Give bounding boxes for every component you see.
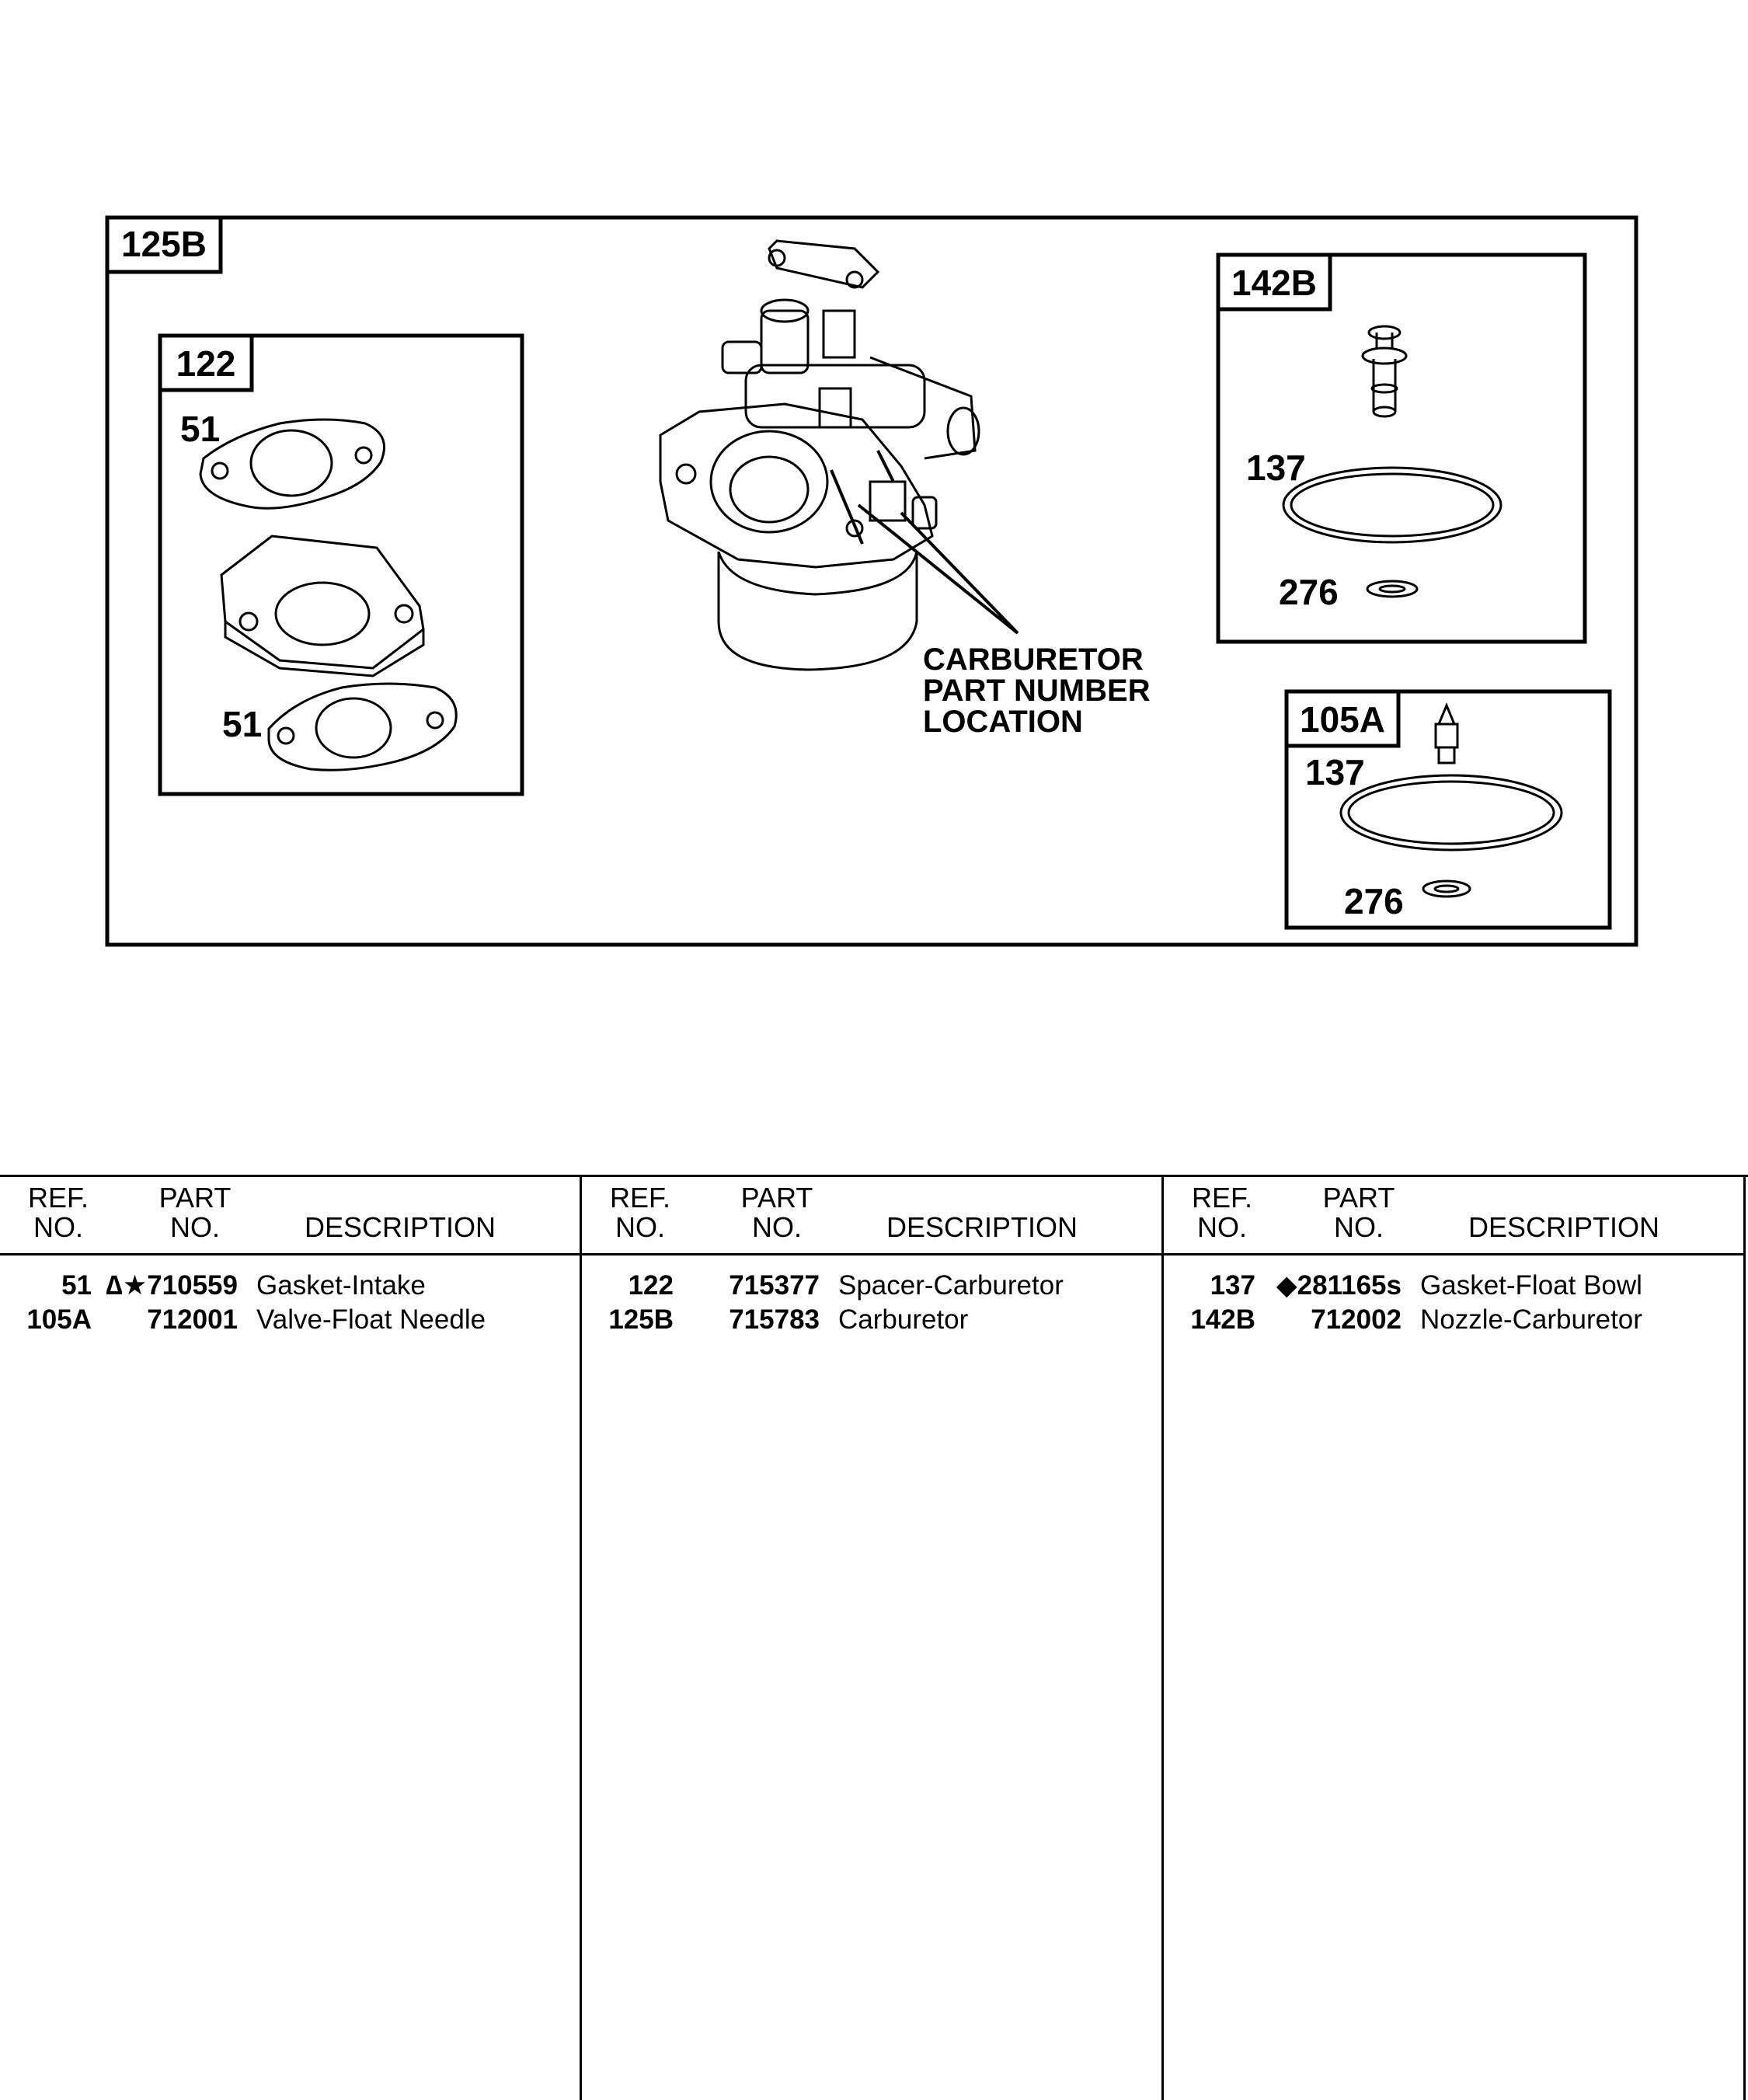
ref-no-header xyxy=(597,1183,683,1242)
part-header-line-2: NO. xyxy=(751,1211,802,1243)
description: Nozzle-Carburetor xyxy=(1420,1304,1642,1335)
float-needle-drawing xyxy=(1436,705,1457,763)
main-assembly-label: 125B xyxy=(121,224,207,264)
part-header-line-1: PART xyxy=(1322,1182,1395,1214)
table-header xyxy=(1164,1177,1743,1255)
part-no: 715377 xyxy=(729,1270,820,1301)
needle-kit-washer-drawing xyxy=(1423,881,1470,897)
ref-no-header xyxy=(16,1183,101,1242)
part-no: 712002 xyxy=(1311,1304,1402,1335)
ref-no: 51 xyxy=(61,1270,92,1301)
ref-header-line-2: NO. xyxy=(1196,1211,1247,1243)
description-header: DESCRIPTION xyxy=(304,1211,496,1243)
parts-list-column-2 xyxy=(582,1177,1164,2100)
table-row xyxy=(1164,1303,1743,1337)
intake-gasket-top-drawing xyxy=(200,420,385,508)
ref-no: 105A xyxy=(26,1304,92,1335)
callout-line-1: CARBURETOR xyxy=(923,643,1144,677)
part-no: ◆281165s xyxy=(1276,1270,1402,1301)
exploded-parts-diagram xyxy=(0,0,1748,979)
nozzle-drawing xyxy=(1363,326,1406,416)
needle-kit-ring-label: 137 xyxy=(1305,752,1365,792)
ref-no-header xyxy=(1179,1183,1265,1242)
ref-no: 125B xyxy=(608,1304,674,1335)
parts-list-table xyxy=(0,1175,1748,2100)
table-header xyxy=(0,1177,580,1255)
nozzle-kit-washer-drawing xyxy=(1367,581,1417,597)
part-header-line-2: NO. xyxy=(1333,1211,1384,1243)
callout-line-3: LOCATION xyxy=(923,705,1083,739)
part-header-line-1: PART xyxy=(740,1182,813,1214)
part-header-line-2: NO. xyxy=(169,1211,220,1243)
ref-header-line-1: REF. xyxy=(27,1182,89,1214)
ref-header-line-2: NO. xyxy=(615,1211,665,1243)
carburetor-drawing xyxy=(660,241,979,670)
table-row xyxy=(582,1269,1161,1303)
intake-gasket-bottom-drawing xyxy=(269,684,456,770)
table-row xyxy=(0,1303,580,1337)
nozzle-kit-ring-label: 137 xyxy=(1246,448,1306,488)
ref-no: 122 xyxy=(628,1270,674,1301)
spacer-kit-label: 122 xyxy=(176,343,236,384)
description: Gasket-Float Bowl xyxy=(1420,1270,1642,1301)
description: Valve-Float Needle xyxy=(256,1304,486,1335)
ref-header-line-2: NO. xyxy=(33,1211,83,1243)
needle-kit-ring-drawing xyxy=(1341,775,1562,850)
parts-list-column-1 xyxy=(0,1177,582,2100)
description: Spacer-Carburetor xyxy=(838,1270,1064,1301)
carburetor-spacer-drawing xyxy=(221,536,423,676)
ref-header-line-1: REF. xyxy=(609,1182,670,1214)
part-no: ∆★710559 xyxy=(106,1270,238,1301)
part-no-header xyxy=(1301,1183,1417,1242)
description: Gasket-Intake xyxy=(256,1270,426,1301)
parts-list-column-3 xyxy=(1164,1177,1746,2100)
part-no-header xyxy=(137,1183,253,1242)
table-header xyxy=(582,1177,1161,1255)
callout-line-2: PART NUMBER xyxy=(923,674,1151,708)
part-header-line-1: PART xyxy=(158,1182,232,1214)
gasket-bottom-label: 51 xyxy=(222,704,263,744)
ref-no: 137 xyxy=(1210,1270,1255,1301)
gasket-top-label: 51 xyxy=(180,409,221,449)
description: Carburetor xyxy=(838,1304,969,1335)
ref-no: 142B xyxy=(1190,1304,1255,1335)
part-no-header xyxy=(719,1183,835,1242)
nozzle-kit-washer-label: 276 xyxy=(1279,572,1339,612)
table-row xyxy=(1164,1269,1743,1303)
part-no: 715783 xyxy=(729,1304,820,1335)
nozzle-kit-label: 142B xyxy=(1231,263,1317,303)
needle-kit-washer-label: 276 xyxy=(1344,881,1404,921)
ref-header-line-1: REF. xyxy=(1191,1182,1252,1214)
description-header: DESCRIPTION xyxy=(886,1211,1078,1243)
part-no: 712001 xyxy=(147,1304,238,1335)
nozzle-kit-ring-drawing xyxy=(1283,468,1501,542)
main-assembly-frame xyxy=(107,218,1636,945)
description-header: DESCRIPTION xyxy=(1468,1211,1660,1243)
needle-kit-label: 105A xyxy=(1300,699,1385,740)
table-row xyxy=(582,1303,1161,1337)
spacer-kit-frame xyxy=(160,336,522,794)
table-row xyxy=(0,1269,580,1303)
